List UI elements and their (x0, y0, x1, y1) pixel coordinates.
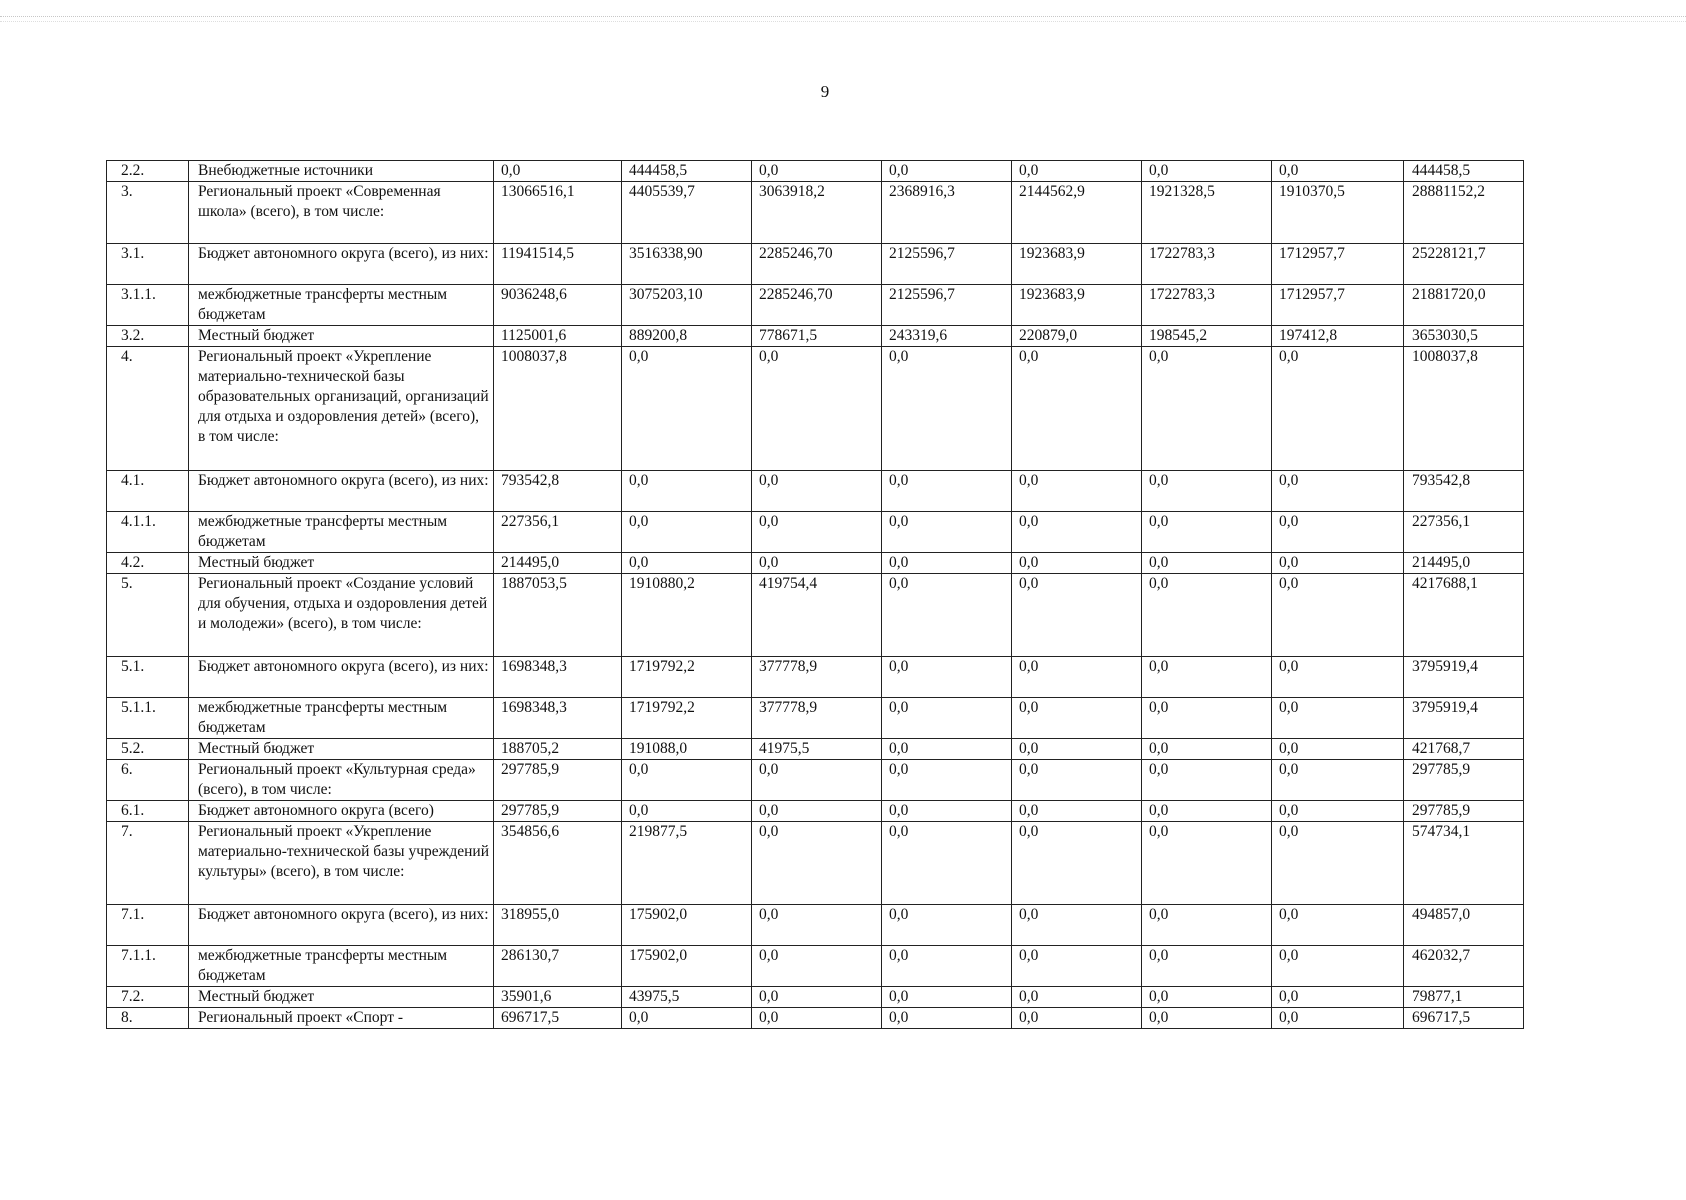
value-cell: 377778,9 (752, 698, 882, 739)
value-cell: 0,0 (882, 760, 1012, 801)
table-row (107, 244, 1524, 285)
table-body (107, 161, 1524, 1029)
row-total-cell: 421768,7 (1404, 739, 1524, 760)
value-cell: 0,0 (1142, 347, 1272, 471)
table-row (107, 326, 1524, 347)
table-row (107, 285, 1524, 326)
value-cell: 0,0 (622, 801, 752, 822)
table-row (107, 801, 1524, 822)
value-cell: 0,0 (1012, 987, 1142, 1008)
table-row (107, 161, 1524, 182)
row-number-cell: 6.1. (107, 801, 189, 822)
value-cell: 2125596,7 (882, 285, 1012, 326)
table-row (107, 574, 1524, 657)
value-cell: 0,0 (1272, 822, 1404, 905)
value-cell: 191088,0 (622, 739, 752, 760)
table-row (107, 182, 1524, 244)
value-cell: 11941514,5 (494, 244, 622, 285)
value-cell: 0,0 (882, 1008, 1012, 1029)
table-row (107, 657, 1524, 698)
row-number-cell: 4. (107, 347, 189, 471)
value-cell: 0,0 (882, 347, 1012, 471)
row-name-cell: Региональный проект «Укрепление материально-технической базы образовательных организаций, организаций для отдыха и оздоровления детей» (всего), в том числе: (189, 347, 494, 471)
value-cell: 0,0 (1142, 657, 1272, 698)
value-cell: 0,0 (1012, 471, 1142, 512)
value-cell: 1923683,9 (1012, 244, 1142, 285)
value-cell: 0,0 (882, 739, 1012, 760)
value-cell: 0,0 (1272, 512, 1404, 553)
value-cell: 0,0 (752, 553, 882, 574)
value-cell: 0,0 (622, 553, 752, 574)
value-cell: 1887053,5 (494, 574, 622, 657)
value-cell: 220879,0 (1012, 326, 1142, 347)
value-cell: 0,0 (882, 987, 1012, 1008)
table-row (107, 347, 1524, 471)
value-cell: 0,0 (1012, 905, 1142, 946)
value-cell: 0,0 (1142, 698, 1272, 739)
value-cell: 214495,0 (494, 553, 622, 574)
row-number-cell: 5.2. (107, 739, 189, 760)
row-total-cell: 3795919,4 (1404, 698, 1524, 739)
row-name-cell: Бюджет автономного округа (всего) (189, 801, 494, 822)
table-row (107, 471, 1524, 512)
value-cell: 0,0 (1012, 574, 1142, 657)
value-cell: 43975,5 (622, 987, 752, 1008)
value-cell: 0,0 (1142, 822, 1272, 905)
value-cell: 0,0 (622, 1008, 752, 1029)
table-row (107, 739, 1524, 760)
value-cell: 0,0 (1142, 760, 1272, 801)
value-cell: 1698348,3 (494, 657, 622, 698)
row-total-cell: 297785,9 (1404, 801, 1524, 822)
value-cell: 297785,9 (494, 801, 622, 822)
value-cell: 1712957,7 (1272, 285, 1404, 326)
value-cell: 1719792,2 (622, 657, 752, 698)
value-cell: 9036248,6 (494, 285, 622, 326)
row-number-cell: 4.1. (107, 471, 189, 512)
value-cell: 0,0 (1012, 512, 1142, 553)
value-cell: 3063918,2 (752, 182, 882, 244)
value-cell: 0,0 (1012, 698, 1142, 739)
value-cell: 0,0 (1012, 347, 1142, 471)
row-name-cell: Региональный проект «Спорт - (189, 1008, 494, 1029)
value-cell: 2125596,7 (882, 244, 1012, 285)
value-cell: 0,0 (752, 822, 882, 905)
row-name-cell: Местный бюджет (189, 326, 494, 347)
value-cell: 0,0 (622, 512, 752, 553)
value-cell: 227356,1 (494, 512, 622, 553)
value-cell: 1923683,9 (1012, 285, 1142, 326)
row-total-cell: 3653030,5 (1404, 326, 1524, 347)
value-cell: 419754,4 (752, 574, 882, 657)
row-number-cell: 3.1. (107, 244, 189, 285)
row-total-cell: 4217688,1 (1404, 574, 1524, 657)
table-row (107, 512, 1524, 553)
value-cell: 0,0 (882, 905, 1012, 946)
value-cell: 778671,5 (752, 326, 882, 347)
table-row (107, 553, 1524, 574)
value-cell: 0,0 (1272, 946, 1404, 987)
value-cell: 0,0 (752, 801, 882, 822)
value-cell: 0,0 (882, 553, 1012, 574)
value-cell: 2285246,70 (752, 285, 882, 326)
value-cell: 197412,8 (1272, 326, 1404, 347)
row-total-cell: 494857,0 (1404, 905, 1524, 946)
row-total-cell: 793542,8 (1404, 471, 1524, 512)
value-cell: 0,0 (1272, 987, 1404, 1008)
row-name-cell: межбюджетные трансферты местным бюджетам (189, 285, 494, 326)
value-cell: 0,0 (752, 987, 882, 1008)
row-name-cell: Региональный проект «Культурная среда» (всего), в том числе: (189, 760, 494, 801)
row-name-cell: Бюджет автономного округа (всего), из них: (189, 471, 494, 512)
row-number-cell: 7.1.1. (107, 946, 189, 987)
table-row (107, 822, 1524, 905)
row-name-cell: межбюджетные трансферты местным бюджетам (189, 698, 494, 739)
value-cell: 0,0 (882, 946, 1012, 987)
value-cell: 0,0 (752, 161, 882, 182)
table-row (107, 946, 1524, 987)
value-cell: 0,0 (1012, 739, 1142, 760)
value-cell: 0,0 (1012, 822, 1142, 905)
value-cell: 2285246,70 (752, 244, 882, 285)
row-number-cell: 8. (107, 1008, 189, 1029)
value-cell: 0,0 (1142, 905, 1272, 946)
row-number-cell: 3.1.1. (107, 285, 189, 326)
value-cell: 0,0 (1272, 471, 1404, 512)
value-cell: 1921328,5 (1142, 182, 1272, 244)
row-total-cell: 444458,5 (1404, 161, 1524, 182)
value-cell: 0,0 (1272, 347, 1404, 471)
value-cell: 0,0 (1142, 987, 1272, 1008)
row-total-cell: 25228121,7 (1404, 244, 1524, 285)
row-number-cell: 7.1. (107, 905, 189, 946)
value-cell: 41975,5 (752, 739, 882, 760)
value-cell: 0,0 (1272, 801, 1404, 822)
value-cell: 0,0 (622, 347, 752, 471)
value-cell: 0,0 (1012, 946, 1142, 987)
value-cell: 0,0 (1142, 161, 1272, 182)
row-number-cell: 2.2. (107, 161, 189, 182)
table-row (107, 987, 1524, 1008)
value-cell: 3075203,10 (622, 285, 752, 326)
value-cell: 0,0 (752, 512, 882, 553)
row-number-cell: 5. (107, 574, 189, 657)
row-total-cell: 1008037,8 (1404, 347, 1524, 471)
value-cell: 188705,2 (494, 739, 622, 760)
value-cell: 0,0 (1272, 739, 1404, 760)
row-total-cell: 462032,7 (1404, 946, 1524, 987)
row-total-cell: 297785,9 (1404, 760, 1524, 801)
value-cell: 0,0 (882, 657, 1012, 698)
value-cell: 0,0 (1142, 739, 1272, 760)
value-cell: 889200,8 (622, 326, 752, 347)
row-name-cell: Региональный проект «Современная школа» (всего), в том числе: (189, 182, 494, 244)
value-cell: 354856,6 (494, 822, 622, 905)
value-cell: 0,0 (1012, 553, 1142, 574)
value-cell: 0,0 (1012, 801, 1142, 822)
value-cell: 0,0 (882, 801, 1012, 822)
table-row (107, 698, 1524, 739)
value-cell: 0,0 (1272, 1008, 1404, 1029)
row-total-cell: 214495,0 (1404, 553, 1524, 574)
value-cell: 0,0 (882, 512, 1012, 553)
value-cell: 0,0 (752, 1008, 882, 1029)
row-number-cell: 5.1.1. (107, 698, 189, 739)
value-cell: 793542,8 (494, 471, 622, 512)
scan-artifact-line (0, 16, 1686, 22)
value-cell: 1910880,2 (622, 574, 752, 657)
row-number-cell: 3. (107, 182, 189, 244)
value-cell: 0,0 (494, 161, 622, 182)
row-name-cell: Местный бюджет (189, 553, 494, 574)
value-cell: 13066516,1 (494, 182, 622, 244)
value-cell: 0,0 (1142, 1008, 1272, 1029)
value-cell: 0,0 (1142, 512, 1272, 553)
value-cell: 0,0 (1272, 657, 1404, 698)
row-name-cell: Бюджет автономного округа (всего), из них: (189, 244, 494, 285)
value-cell: 1910370,5 (1272, 182, 1404, 244)
value-cell: 0,0 (1142, 574, 1272, 657)
value-cell: 0,0 (1272, 161, 1404, 182)
value-cell: 1125001,6 (494, 326, 622, 347)
table-row (107, 760, 1524, 801)
value-cell: 175902,0 (622, 905, 752, 946)
value-cell: 318955,0 (494, 905, 622, 946)
value-cell: 0,0 (1272, 574, 1404, 657)
row-name-cell: межбюджетные трансферты местным бюджетам (189, 946, 494, 987)
value-cell: 0,0 (752, 905, 882, 946)
row-total-cell: 574734,1 (1404, 822, 1524, 905)
value-cell: 696717,5 (494, 1008, 622, 1029)
row-number-cell: 4.1.1. (107, 512, 189, 553)
value-cell: 0,0 (882, 574, 1012, 657)
value-cell: 1712957,7 (1272, 244, 1404, 285)
value-cell: 35901,6 (494, 987, 622, 1008)
value-cell: 0,0 (1142, 553, 1272, 574)
value-cell: 0,0 (1272, 760, 1404, 801)
value-cell: 0,0 (882, 698, 1012, 739)
value-cell: 0,0 (1012, 161, 1142, 182)
value-cell: 0,0 (1272, 905, 1404, 946)
value-cell: 0,0 (752, 760, 882, 801)
value-cell: 0,0 (622, 760, 752, 801)
row-total-cell: 227356,1 (1404, 512, 1524, 553)
value-cell: 377778,9 (752, 657, 882, 698)
row-name-cell: Бюджет автономного округа (всего), из них: (189, 905, 494, 946)
value-cell: 0,0 (1142, 471, 1272, 512)
row-name-cell: Региональный проект «Укрепление материально-технической базы учреждений культуры» (всего), в том числе: (189, 822, 494, 905)
row-total-cell: 28881152,2 (1404, 182, 1524, 244)
row-total-cell: 79877,1 (1404, 987, 1524, 1008)
row-name-cell: Местный бюджет (189, 739, 494, 760)
value-cell: 0,0 (1012, 760, 1142, 801)
value-cell: 1722783,3 (1142, 285, 1272, 326)
value-cell: 0,0 (1142, 946, 1272, 987)
table-row (107, 905, 1524, 946)
value-cell: 3516338,90 (622, 244, 752, 285)
row-name-cell: Местный бюджет (189, 987, 494, 1008)
row-name-cell: Внебюджетные источники (189, 161, 494, 182)
value-cell: 0,0 (622, 471, 752, 512)
row-number-cell: 7.2. (107, 987, 189, 1008)
row-number-cell: 5.1. (107, 657, 189, 698)
value-cell: 198545,2 (1142, 326, 1272, 347)
value-cell: 243319,6 (882, 326, 1012, 347)
value-cell: 0,0 (882, 471, 1012, 512)
table-row (107, 1008, 1524, 1029)
row-total-cell: 696717,5 (1404, 1008, 1524, 1029)
value-cell: 0,0 (1272, 553, 1404, 574)
value-cell: 297785,9 (494, 760, 622, 801)
value-cell: 4405539,7 (622, 182, 752, 244)
row-number-cell: 4.2. (107, 553, 189, 574)
value-cell: 219877,5 (622, 822, 752, 905)
value-cell: 1008037,8 (494, 347, 622, 471)
row-name-cell: Бюджет автономного округа (всего), из них: (189, 657, 494, 698)
value-cell: 444458,5 (622, 161, 752, 182)
row-number-cell: 7. (107, 822, 189, 905)
value-cell: 0,0 (752, 946, 882, 987)
value-cell: 1719792,2 (622, 698, 752, 739)
value-cell: 2368916,3 (882, 182, 1012, 244)
row-number-cell: 3.2. (107, 326, 189, 347)
value-cell: 0,0 (1142, 801, 1272, 822)
page-number: 9 (820, 82, 830, 101)
value-cell: 0,0 (1012, 1008, 1142, 1029)
budget-table (106, 160, 1524, 1029)
value-cell: 0,0 (752, 347, 882, 471)
value-cell: 0,0 (882, 161, 1012, 182)
row-number-cell: 6. (107, 760, 189, 801)
value-cell: 175902,0 (622, 946, 752, 987)
value-cell: 0,0 (1272, 698, 1404, 739)
value-cell: 0,0 (752, 471, 882, 512)
row-total-cell: 3795919,4 (1404, 657, 1524, 698)
value-cell: 1698348,3 (494, 698, 622, 739)
value-cell: 0,0 (882, 822, 1012, 905)
row-name-cell: межбюджетные трансферты местным бюджетам (189, 512, 494, 553)
row-name-cell: Региональный проект «Создание условий для обучения, отдыха и оздоровления детей и молодежи» (всего), в том числе: (189, 574, 494, 657)
value-cell: 1722783,3 (1142, 244, 1272, 285)
value-cell: 0,0 (1012, 657, 1142, 698)
value-cell: 2144562,9 (1012, 182, 1142, 244)
value-cell: 286130,7 (494, 946, 622, 987)
row-total-cell: 21881720,0 (1404, 285, 1524, 326)
